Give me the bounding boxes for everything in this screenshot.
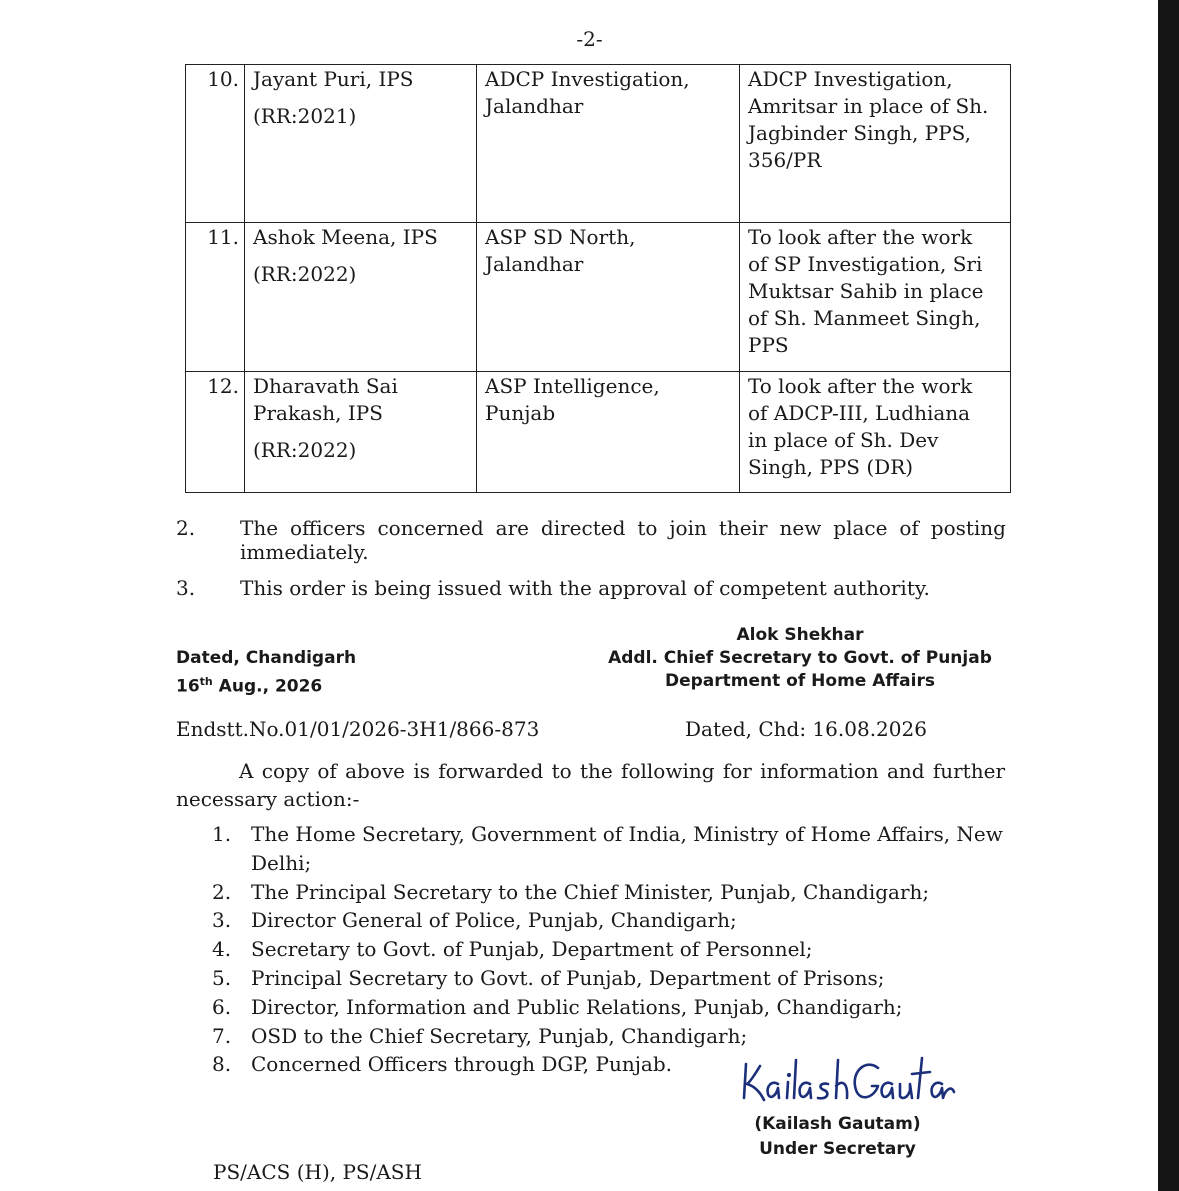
new-posting-cell [740,223,1011,372]
new-posting-line: in place of Sh. Dev [748,428,939,452]
new-posting-line: Amritsar in place of Sh. [748,94,989,118]
endorsement-number: Endstt.No.01/01/2026-3H1/866-873 [176,717,540,741]
forwarding-note [176,757,1005,813]
new-posting-line: of Sh. Manmeet Singh, [748,306,981,330]
officer-name: Prakash, IPS [253,401,383,425]
paragraph-number: 3. [176,576,196,600]
paragraph-3 [176,576,1006,602]
list-item: 7. OSD to the Chief Secretary, Punjab, Chandigarh; [212,1023,748,1048]
handwritten-signature [738,1046,958,1110]
serial-number: 10. [186,65,245,223]
date-block [176,647,356,699]
present-posting-line: ASP SD North, [485,225,636,249]
officer-name: Dharavath Sai [253,374,398,398]
paragraph-text: The officers concerned are directed to join their new place of posting [240,516,1006,540]
new-posting-line: Jagbinder Singh, PPS, [748,121,972,145]
list-item: 6. Director, Information and Public Relations, Punjab, Chandigarh; [212,994,903,1019]
officer-cell [245,65,477,223]
officer-batch: (RR:2022) [253,262,357,286]
present-posting-line: Jalandhar [485,94,584,118]
page-number: -2- [576,27,603,51]
new-posting-line: Muktsar Sahib in place [748,279,984,303]
officer-cell [245,372,477,493]
new-posting-line: PPS [748,333,789,357]
new-posting-line: of SP Investigation, Sri [748,252,983,276]
paragraph-text: This order is being issued with the approval of competent authority. [240,576,930,600]
new-posting-line: of ADCP-III, Ludhiana [748,401,971,425]
endorsement-date: Dated, Chd: 16.08.2026 [685,717,927,741]
officer-batch: (RR:2022) [253,438,357,462]
dated-place: Dated, Chandigarh [176,648,357,668]
present-posting-cell [477,372,740,493]
new-posting-line: To look after the work [748,374,973,398]
present-posting-cell [477,65,740,223]
present-posting-line: Jalandhar [485,252,584,276]
list-item: 8. Concerned Officers through DGP, Punjab. [212,1052,672,1077]
new-posting-line: Singh, PPS (DR) [748,455,914,479]
table-row [186,372,1011,493]
officer-batch: (RR:2021) [253,104,357,128]
new-posting-line: 356/PR [748,148,822,172]
list-item: 3. Director General of Police, Punjab, Chandigarh; [212,908,737,933]
list-item: 2. The Principal Secretary to the Chief Minister, Punjab, Chandigarh; [212,879,930,904]
new-posting-line: ADCP Investigation, [748,67,953,91]
postings-table [185,64,1011,493]
under-secretary-name: (Kailash Gautam) [754,1114,921,1134]
under-secretary-designation: Under Secretary [759,1139,916,1159]
signatory-name: Alok Shekhar [736,625,864,645]
serial-number: 12. [186,372,245,493]
list-item: 5. Principal Secretary to Govt. of Punjab, Department of Prisons; [212,965,885,990]
new-posting-line: To look after the work [748,225,973,249]
present-posting-line: ASP Intelligence, [485,374,660,398]
paragraph-text-continued: immediately. [240,540,369,564]
list-item: 1. The Home Secretary, Government of India, Ministry of Home Affairs, New Delhi; [212,822,1003,875]
table-row [186,223,1011,372]
dated-date: 16th Aug., 2026 [176,675,323,697]
paragraph-2 [176,516,1006,568]
present-posting-cell [477,223,740,372]
officer-name: Jayant Puri, IPS [253,67,414,91]
officer-name: Ashok Meena, IPS [253,225,438,249]
distribution-list [210,820,1003,1079]
paragraph-number: 2. [176,516,196,540]
order-signatory [590,624,1010,693]
present-posting-line: ADCP Investigation, [485,67,690,91]
copy-to-footer: PS/ACS (H), PS/ASH [213,1160,422,1184]
signatory-department: Department of Home Affairs [665,671,935,691]
officer-cell [245,223,477,372]
forwarding-line-1: A copy of above is forwarded to the following for information and further [239,759,1005,783]
forwarding-line-2: necessary action:- [176,787,360,811]
new-posting-cell [740,65,1011,223]
signatory-designation: Addl. Chief Secretary to Govt. of Punjab [608,648,992,668]
present-posting-line: Punjab [485,401,556,425]
serial-number: 11. [186,223,245,372]
under-secretary-block [740,1112,935,1162]
list-item: 4. Secretary to Govt. of Punjab, Department of Personnel; [212,937,813,962]
new-posting-cell [740,372,1011,493]
table-row [186,65,1011,223]
